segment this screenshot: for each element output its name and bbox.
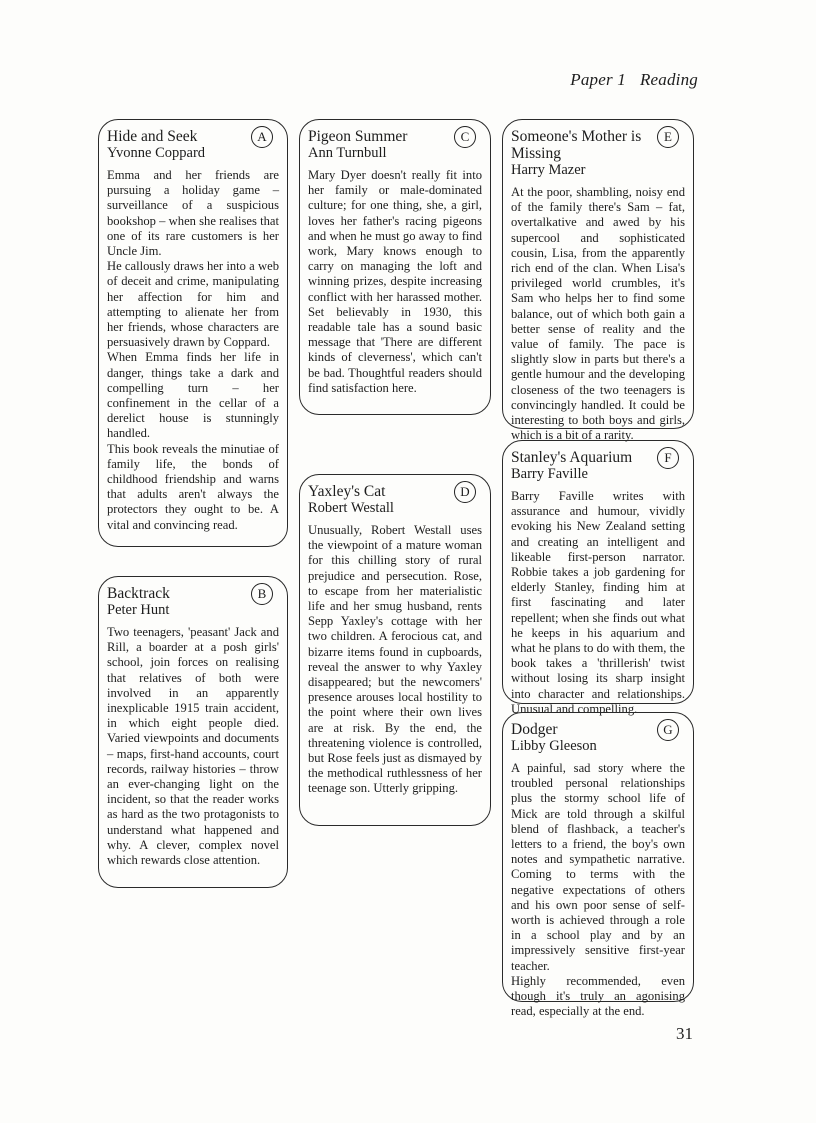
- letter-badge-d: D: [454, 481, 476, 503]
- page-header: [570, 70, 698, 90]
- book-author: Robert Westall: [308, 500, 394, 516]
- review-paragraph: Mary Dyer doesn't really fit into her family or male-dominated culture; for one thing, she, a girl, loves her father's racing pigeons and when he must go away to find work, Mary knows enough to carry on managing the loft and winning prizes, despite increasing conflict with her harassed mother. Set believably in 1930, this readable tale has a sound basic message that 'There are different kinds of cleverness', which can't be bad. Thoughtful readers should find satisfaction here.: [308, 168, 482, 395]
- page-number: 31: [676, 1024, 693, 1043]
- review-card-b: [98, 576, 288, 888]
- book-title: Yaxley's Cat: [308, 483, 386, 500]
- book-title: Backtrack: [107, 585, 170, 602]
- book-title: Dodger: [511, 721, 558, 738]
- book-author: Barry Faville: [511, 466, 588, 482]
- paper-label: Paper 1: [570, 70, 626, 89]
- review-paragraph: When Emma finds her life in danger, things take a dark and compelling turn – her confinement in the cellar of a derelict house is stunningly handled.: [107, 350, 279, 441]
- letter-badge-c: C: [454, 126, 476, 148]
- review-text: [107, 625, 279, 868]
- book-author: Yvonne Coppard: [107, 145, 206, 161]
- book-author: Peter Hunt: [107, 602, 170, 618]
- book-author: Libby Gleeson: [511, 738, 597, 754]
- review-paragraph: Two teenagers, 'peasant' Jack and Rill, a boarder at a posh girls' school, join forces on realising that relatives of both were involved in an apparently inexplicable 1915 train accident, in which eight people died. Varied viewpoints and documents – maps, first-hand accounts, court records, railway histories – throw an ever-changing light on the incident, so that the reader works as hard as the two protagonists to understand what happened and why. A clever, complex novel which rewards close attention.: [107, 625, 279, 868]
- review-card-d: [299, 474, 491, 826]
- review-card-a: [98, 119, 288, 547]
- review-text: [107, 168, 279, 533]
- book-author: Ann Turnbull: [308, 145, 387, 161]
- review-paragraph: At the poor, shambling, noisy end of the family there's Sam – fat, overtalkative and awed by his supercool and sophisticated cousin, Lisa, from the apparently rich end of the clan. When Lisa's privileged world crumbles, it's Sam who helps her to find some balance, out of which both gain a better sense of reality and the value of family. The pace is slightly slow in parts but there's a gentle humour and the developing closeness of the two teenagers is convincingly handled. It could be interesting to both boys and girls, which is a bit of a rarity.: [511, 185, 685, 443]
- book-author: Harry Mazer: [511, 162, 586, 178]
- review-paragraph: Barry Faville writes with assurance and humour, vividly evoking his New Zealand setting and creating an intelligent and likeable first-person narrator. Robbie takes a job gardening for elderly Stanley, finding him at first fascinating and later repellent; when she finds out what he keeps in his aquarium and what he plans to do with them, the book takes a 'thrillerish' twist without losing its sharp insight into character and relationships. Unusual and compelling.: [511, 489, 685, 716]
- review-text: [511, 761, 685, 1019]
- book-title: Hide and Seek: [107, 128, 198, 145]
- review-text: [308, 523, 482, 797]
- letter-badge-e: E: [657, 126, 679, 148]
- letter-badge-f: F: [657, 447, 679, 469]
- review-card-f: [502, 440, 694, 716]
- letter-badge-g: G: [657, 719, 679, 741]
- letter-badge-b: B: [251, 583, 273, 605]
- review-text: [511, 185, 685, 443]
- review-paragraph: He callously draws her into a web of deceit and crime, manipulating her affection for him and attempting to alienate her from her friends, whose characters are persuasively drawn by Coppard.: [107, 259, 279, 350]
- review-text: [511, 489, 685, 717]
- review-card-g: [502, 712, 694, 1019]
- book-title: Someone's Mother is Missing: [511, 128, 642, 162]
- review-paragraph: A painful, sad story where the troubled personal relationships plus the stormy school life of Mick are told through a skilful blend of flashback, a teacher's letters to a friend, the boy's own notes and sympathetic narrative. Coming to terms with the negative expectations of others and his own poor sense of self-worth is achieved through a role in a school play and by an impressively sensitive first-year teacher.: [511, 761, 685, 973]
- review-paragraph: This book reveals the minutiae of family life, the bonds of childhood friendship and warns that adults aren't always the protectors they ought to be. A vital and convincing read.: [107, 441, 279, 532]
- review-paragraph: Emma and her friends are pursuing a holiday game – surveillance of a suspicious bookshop – when she realises that one of its rare customers is her Uncle Jim.: [107, 168, 279, 259]
- review-paragraph: Unusually, Robert Westall uses the viewpoint of a mature woman for this chilling story of rural prejudice and persecution. Rose, to escape from her materialistic life and her smug husband, rents Sepp Yaxley's cottage with her two children. A ferocious cat, and bizarre items found in cupboards, reveal the answer to why Yaxley disappeared; but the newcomers' presence arouses local hostility to the point where their own lives are at risk. By the end, the threatening violence is controlled, but Rose feels just as dismayed by the methodical ruthlessness of her teenage son. Utterly gripping.: [308, 523, 482, 796]
- review-card-e: [502, 119, 694, 443]
- section-label: Reading: [639, 70, 698, 89]
- review-card-c: [299, 119, 491, 415]
- book-title: Pigeon Summer: [308, 128, 408, 145]
- review-paragraph: Highly recommended, even though it's truly an agonising read, especially at the end.: [511, 973, 685, 1019]
- letter-badge-a: A: [251, 126, 273, 148]
- review-text: [308, 168, 482, 396]
- book-title: Stanley's Aquarium: [511, 449, 633, 466]
